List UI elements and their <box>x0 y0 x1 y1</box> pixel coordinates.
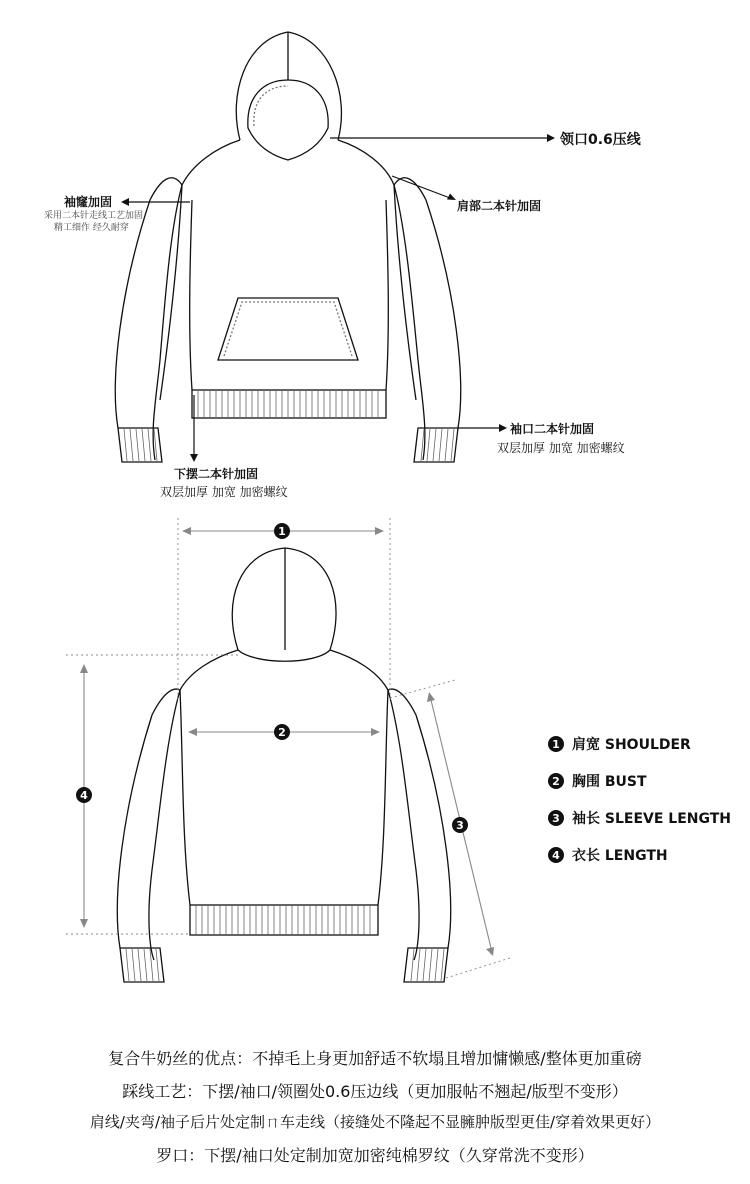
hem-callout-sub: 双层加厚 加宽 加密螺纹 <box>160 485 288 499</box>
legend-length <box>548 845 668 865</box>
legend-sleeve-length <box>548 808 731 828</box>
legend-badge-2: 2 <box>548 773 564 789</box>
cuff-callout-title: 袖口二本针加固 <box>510 422 595 436</box>
marker-2: 2 <box>274 724 290 740</box>
cuff-callout-sub: 双层加厚 加宽 加密螺纹 <box>497 441 625 455</box>
marker-3: 3 <box>452 817 468 833</box>
hem-callout-title: 下摆二本针加固 <box>174 467 259 481</box>
marker-4: 4 <box>76 787 92 803</box>
legend-label-1: 肩宽 SHOULDER <box>572 737 691 753</box>
description-line-1: 复合牛奶丝的优点：不掉毛上身更加舒适不软塌且增加慵懒感/整体更加重磅 <box>108 1049 642 1068</box>
description-line-4: 罗口：下摆/袖口处定制加宽加密纯棉罗纹（久穿常洗不变形） <box>156 1146 594 1165</box>
legend-badge-4: 4 <box>548 847 564 863</box>
collar-callout: 领口0.6压线 <box>560 132 641 148</box>
description-line-2: 踩线工艺：下摆/袖口/领圈处0.6压边线（更加服帖不翘起/版型不变形） <box>122 1082 628 1101</box>
legend-label-2: 胸围 BUST <box>572 774 647 790</box>
armhole-callout-sub2: 精工细作 经久耐穿 <box>54 223 129 233</box>
hoodie-front-drawing <box>0 0 750 500</box>
legend-shoulder <box>548 734 691 754</box>
hoodie-back-drawing <box>0 500 750 1020</box>
armhole-callout-title: 袖窿加固 <box>64 195 113 209</box>
shoulder-callout: 肩部二本针加固 <box>457 199 542 213</box>
description-line-3: 肩线/夹弯/袖子后片处定制ㄇ车走线（接缝处不隆起不显臃肿版型更佳/穿着效果更好） <box>89 1113 661 1131</box>
legend-badge-3: 3 <box>548 810 564 826</box>
legend-bust <box>548 771 647 791</box>
legend-label-3: 袖长 SLEEVE LENGTH <box>572 811 731 827</box>
armhole-callout-sub1: 采用二本针走线工艺加固 <box>44 211 144 221</box>
legend-badge-1: 1 <box>548 736 564 752</box>
marker-1: 1 <box>274 523 290 539</box>
legend-label-4: 衣长 LENGTH <box>572 848 668 864</box>
